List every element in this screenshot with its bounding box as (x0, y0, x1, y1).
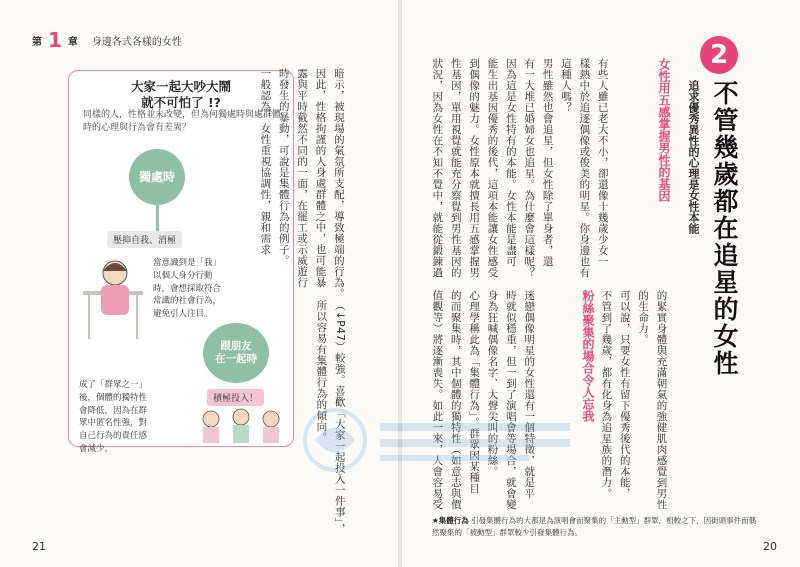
footnote-label: ★集體行為 (432, 516, 469, 525)
chapter-title: 身邊各式各樣的女性 (91, 36, 182, 48)
panel-title: 大家一起大吵大鬧 就不可怕了 !? (130, 79, 231, 110)
panel-subtitle: 同樣的人，性格並未改變，但為何獨處時與處群體時的心理與行為會有差異？ (83, 110, 282, 134)
alone-note: 當意識到是「我」 以個人身分行動 時，會想採取符合 常識的社會行為， 避免引人注目。 (153, 258, 222, 319)
footnote-text: 引發集體行為的大都是為演唱會而聚集的「主動型」群眾，相較之下，因街頭事件而偶然聚集的「被動型」群眾較少引發集體行為。 (432, 516, 757, 537)
chapter-label: 第 (32, 36, 42, 48)
right-page-number: 20 (763, 540, 777, 553)
arrow-down-icon (156, 205, 159, 231)
section1-heading: 女性用五感掌握男性的基因 (657, 58, 671, 202)
friends-chip: 積極投入！ (207, 389, 264, 406)
left-page-number: 21 (32, 540, 46, 553)
footnote (432, 515, 762, 538)
friends-note: 成了「群眾之一」 後，個體的獨特性 會降低，因為在群 眾中匿名性強，對 自己行為的責任感 會減少。 (79, 380, 148, 454)
left-text-column-b: 暗示，被現場的氣氛所支配，導致極端的行為。 因此，性格拘謹的人身處群體之中，也可能暴 露與平時截然不同的一面，在罷工或示威遊行 時發生的暴動，可說是集體行為的例子。 一般認為，女性重視協調性，親和需求 (259, 68, 345, 299)
article-subtitle: 追求優秀異性的心理是女性本能 (687, 80, 700, 234)
section2-intro: 的緊實身體與充滿朝氣的強健肌肉感覺到男性 的生命力。 可以說，只要女性有留下優秀後代的本能， 不管到了幾歲，都有化身為追星族的潛力。 (600, 290, 668, 510)
book-spine (398, 0, 402, 567)
chapter-suffix: 章 (67, 36, 78, 48)
friends-bubble-line1: 跟朋友 (220, 340, 252, 353)
section2-body: 迷戀偶像明星的女性還有一個特徵，就是平 時就似穩重，但一到了演唱會等場合，就會變 身為狂喊偶像名字、大聲尖叫的粉絲。 心理學稱此為「集體行為」。群眾因某種目 的而聚集時，其中個體的獨特性︵如意志與價 值觀等︶將逐漸喪失。如此一來，人會容易受 (431, 290, 536, 510)
chapter-number: 1 (48, 28, 62, 52)
article-title: 不管幾歲都在追星的女性 (710, 80, 739, 377)
alone-bubble (129, 149, 185, 205)
woman-reading-icon (75, 251, 159, 351)
alone-bubble-label: 獨處時 (138, 169, 175, 184)
left-text-column-a: ︵↓P47︶較強。喜歡「大家一起投入一件事」， 所以容易有集體行為的傾向。 (315, 300, 346, 535)
section2-heading: 粉絲聚集的場合令人忘我 (581, 290, 595, 422)
chapter-header (32, 30, 182, 50)
cheering-crowd-icon (195, 407, 289, 443)
section-number-badge: 2 (700, 36, 738, 74)
friends-bubble-line2: 在一起時 (215, 353, 257, 365)
section1-body: 有些人雖已老大不小，卻還像十幾歲少女一 樣熱中於追逐偶像或俊美的明星。你身邊也有 這種人嗎？ 男性雖然也會追星，但女性除了單身者，還 有一大堆已婚婦女也追星。為什麼會這樣呢？ 因為這是女性特有的本能。女性本能是盡可 能生出基因優秀的後代，這項本能讓女性感受 到偶像的魅力。女性原本就擅長用五感掌握男 性基因，單用視覺就能充分察覺到男性基因的 狀況，因為女性在不知不覺中，就能從鍛鍊過 (431, 58, 609, 278)
alone-chip: 壓抑自我、消極 (107, 231, 182, 248)
